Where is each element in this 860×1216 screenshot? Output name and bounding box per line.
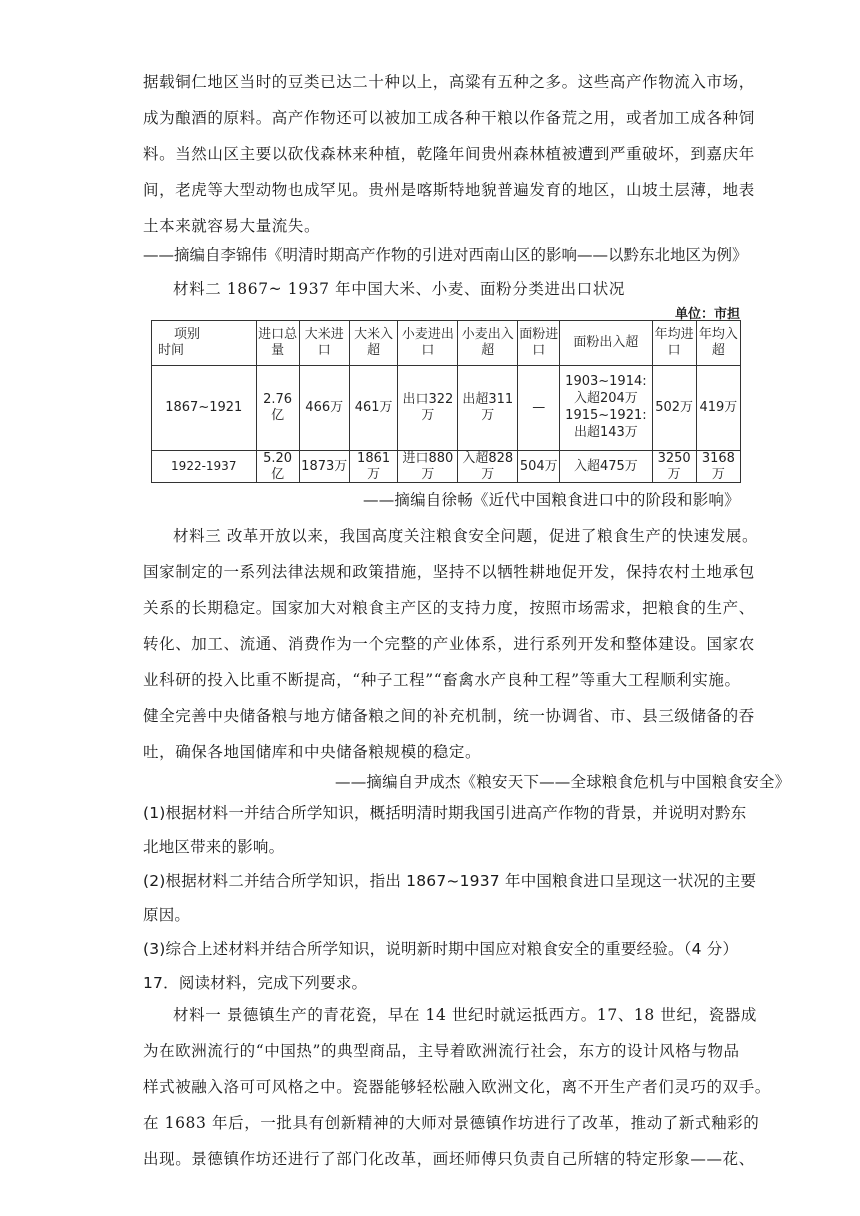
table-cell: 出口322万 xyxy=(398,366,458,451)
table-cell: 466万 xyxy=(299,366,349,451)
table-cell: 3168万 xyxy=(696,451,740,483)
text-line: 健全完善中央储备粮与地方储备粮之间的补充机制，统一协调省、市、县三级储备的吞 xyxy=(143,707,755,725)
column-header: 大米进口 xyxy=(299,321,349,366)
text-line: 成为酿酒的原料。高产作物还可以被加工成各种干粮以作备荒之用，或者加工成各种饲 xyxy=(143,109,755,127)
column-header: 小麦出入超 xyxy=(458,321,518,366)
text-line: 关系的长期稳定。国家加大对粮食主产区的支持力度，按照市场需求，把粮食的生产、 xyxy=(143,599,755,617)
column-header: 年均进口 xyxy=(652,321,696,366)
column-header: 面粉进口 xyxy=(518,321,560,366)
column-header: 小麦进出口 xyxy=(398,321,458,366)
period-cell: 1867~1921 xyxy=(152,366,257,451)
table-cell: 419万 xyxy=(696,366,740,451)
table-cell: 461万 xyxy=(349,366,398,451)
question-number: 17．阅读材料，完成下列要求。 xyxy=(143,974,368,992)
table-cell: 502万 xyxy=(652,366,696,451)
corner-bottom-label: 时间 xyxy=(158,343,185,358)
table-cell: 5.20亿 xyxy=(256,451,299,483)
table-cell: 504万 xyxy=(518,451,560,483)
table-cell: 1861万 xyxy=(349,451,398,483)
table-cell: 入超828万 xyxy=(458,451,518,483)
table-cell: 1903~1914: 入超204万 1915~1921: 出超143万 xyxy=(560,366,652,451)
text-line: 材料三 改革开放以来，我国高度关注粮食安全问题，促进了粮食生产的快速发展。 xyxy=(173,527,759,545)
source-citation: ——摘编自李锦伟《明清时期高产作物的引进对西南山区的影响——以黔东北地区为例》 xyxy=(143,246,748,264)
text-line: 间，老虎等大型动物也成罕见。贵州是喀斯特地貌普遍发育的地区，山坡土层薄，地表 xyxy=(143,181,755,199)
table-cell: 进口880万 xyxy=(398,451,458,483)
column-header: 进口总量 xyxy=(256,321,299,366)
table-cell: 3250万 xyxy=(652,451,696,483)
text-line: 样式被融入洛可可风格之中。瓷器能够轻松融入欧洲文化，离不开生产者们灵巧的双手。 xyxy=(143,1078,771,1096)
question-line: 原因。 xyxy=(143,906,191,924)
grain-trade-table xyxy=(151,320,741,483)
table-cell: 1873万 xyxy=(299,451,349,483)
text-line: 转化、加工、流通、消费作为一个完整的产业体系，进行系列开发和整体建设。国家农 xyxy=(143,635,755,653)
text-line: 在 1683 年后，一批具有创新精神的大师对景德镇作坊进行了改革，推动了新式釉彩的 xyxy=(143,1114,760,1132)
text-line: 业科研的投入比重不断提高，“种子工程”“畜禽水产良种工程”等重大工程顺利实施。 xyxy=(143,671,741,689)
column-header: 大米入超 xyxy=(349,321,398,366)
text-line: 料。当然山区主要以砍伐森林来种植，乾隆年间贵州森林植被遭到严重破坏，到嘉庆年 xyxy=(143,145,755,163)
question-line: 北地区带来的影响。 xyxy=(143,838,285,856)
text-line: 为在欧洲流行的“中国热”的典型商品，主导着欧洲流行社会，东方的设计风格与物品 xyxy=(143,1042,740,1060)
table-cell: 2.76亿 xyxy=(256,366,299,451)
material-title: 材料二 1867~ 1937 年中国大米、小麦、面粉分类进出口状况 xyxy=(173,280,625,298)
period-cell: 1922-1937 xyxy=(152,451,257,483)
question-line: (3)综合上述材料并结合所学知识，说明新时期中国应对粮食安全的重要经验。（4 分） xyxy=(143,940,739,958)
source-citation: ——摘编自尹成杰《粮安天下——全球粮食危机与中国粮食安全》 xyxy=(335,773,791,791)
column-header: 年均入超 xyxy=(696,321,740,366)
text-line: 出现。景德镇作坊还进行了部门化改革，画坯师傅只负责自己所辖的特定形象——花、 xyxy=(143,1150,755,1168)
table-cell: 入超475万 xyxy=(560,451,652,483)
unit-label: 单位：市担 xyxy=(674,307,740,322)
text-line: 据载铜仁地区当时的豆类已达二十种以上，高粱有五种之多。这些高产作物流入市场， xyxy=(143,73,755,91)
table-row xyxy=(152,451,741,483)
table-cell: 出超311万 xyxy=(458,366,518,451)
text-line: 吐，确保各地国储库和中央储备粮规模的稳定。 xyxy=(143,743,482,761)
table-cell: — xyxy=(518,366,560,451)
column-header: 面粉出入超 xyxy=(560,321,652,366)
source-citation: ——摘编自徐畅《近代中国粮食进口中的阶段和影响》 xyxy=(363,491,740,509)
text-line: 材料一 景德镇生产的青花瓷，早在 14 世纪时就运抵西方。17、18 世纪，瓷器成 xyxy=(173,1006,757,1024)
table-row xyxy=(152,366,741,451)
text-line: 国家制定的一系列法律法规和政策措施，坚持不以牺牲耕地促开发，保持农村土地承包 xyxy=(143,563,755,581)
question-line: (2)根据材料二并结合所学知识，指出 1867~1937 年中国粮食进口呈现这一状况的主要 xyxy=(143,872,757,890)
text-line: 土本来就容易大量流失。 xyxy=(143,217,321,235)
table-corner-header xyxy=(152,321,257,366)
corner-top-label: 项别 xyxy=(174,327,201,343)
question-line: (1)根据材料一并结合所学知识，概括明清时期我国引进高产作物的背景，并说明对黔东 xyxy=(143,804,747,822)
